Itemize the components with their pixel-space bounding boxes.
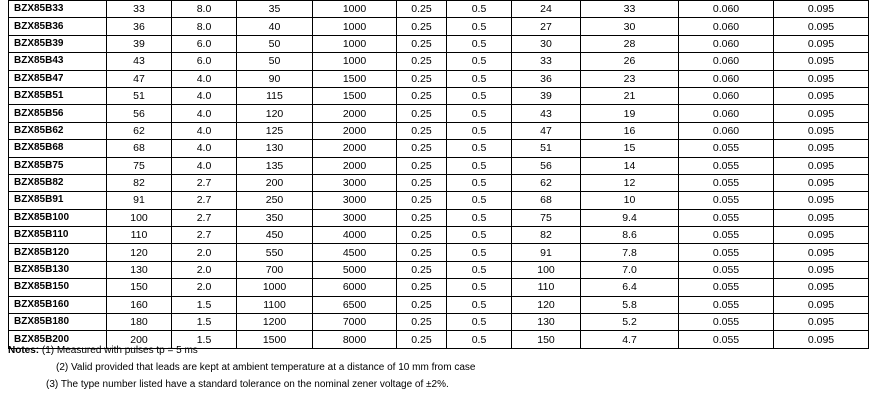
table-cell: 100 [107,209,172,226]
table-cell: 36 [512,70,581,87]
table-cell: 35 [237,1,313,18]
table-cell: 0.095 [774,18,869,35]
table-row [9,209,869,226]
table-cell: 4.0 [172,87,237,104]
table-cell: 0.25 [397,174,447,191]
table-cell: 0.5 [447,70,512,87]
table-cell: 0.5 [447,1,512,18]
table-cell: 0.5 [447,157,512,174]
table-cell: 0.060 [679,18,774,35]
table-cell: 0.095 [774,53,869,70]
table-row [9,192,869,209]
table-row [9,279,869,296]
table-cell: 0.095 [774,174,869,191]
table-cell: 0.055 [679,209,774,226]
table-cell: 91 [107,192,172,209]
table-cell: 33 [107,1,172,18]
table-cell: 120 [237,105,313,122]
table-cell: 30 [512,35,581,52]
table-cell: 0.095 [774,296,869,313]
table-cell: 6.4 [581,279,679,296]
type-number-cell: BZX85B33 [9,1,107,18]
table-cell: 3000 [313,209,397,226]
table-cell: 91 [512,244,581,261]
table-cell: 1.5 [172,296,237,313]
table-cell: 39 [512,87,581,104]
table-cell: 8.0 [172,1,237,18]
table-cell: 2.0 [172,261,237,278]
table-cell: 0.5 [447,314,512,331]
table-cell: 8000 [313,331,397,348]
table-cell: 40 [237,18,313,35]
type-number-cell: BZX85B130 [9,261,107,278]
table-cell: 0.060 [679,105,774,122]
table-cell: 125 [237,122,313,139]
table-cell: 5000 [313,261,397,278]
table-cell: 51 [107,87,172,104]
table-cell: 62 [512,174,581,191]
note-2: (2) Valid provided that leads are kept at ambient temperature at a distance of 10 mm from case [56,362,476,373]
table-cell: 68 [107,140,172,157]
type-number-cell: BZX85B68 [9,140,107,157]
table-row [9,105,869,122]
table-cell: 0.25 [397,53,447,70]
note-1-line [8,345,198,357]
table-cell: 0.055 [679,331,774,348]
table-cell: 7.0 [581,261,679,278]
table-cell: 50 [237,53,313,70]
table-cell: 56 [107,105,172,122]
table-cell: 21 [581,87,679,104]
table-cell: 7000 [313,314,397,331]
table-cell: 0.25 [397,244,447,261]
table-cell: 1000 [313,1,397,18]
table-cell: 1100 [237,296,313,313]
table-cell: 12 [581,174,679,191]
table-cell: 110 [107,227,172,244]
table-cell: 4000 [313,227,397,244]
table-cell: 0.25 [397,296,447,313]
table-cell: 2000 [313,105,397,122]
table-cell: 550 [237,244,313,261]
table-cell: 120 [107,244,172,261]
type-number-cell: BZX85B91 [9,192,107,209]
table-cell: 0.095 [774,105,869,122]
type-number-cell: BZX85B200 [9,331,107,348]
table-cell: 1500 [313,87,397,104]
type-number-cell: BZX85B82 [9,174,107,191]
table-cell: 0.095 [774,279,869,296]
table-cell: 47 [107,70,172,87]
table-cell: 33 [581,1,679,18]
table-cell: 3000 [313,174,397,191]
table-cell: 2000 [313,140,397,157]
type-number-cell: BZX85B120 [9,244,107,261]
type-number-cell: BZX85B75 [9,157,107,174]
table-cell: 0.095 [774,87,869,104]
table-cell: 160 [107,296,172,313]
table-cell: 75 [512,209,581,226]
table-cell: 23 [581,70,679,87]
type-number-cell: BZX85B180 [9,314,107,331]
table-cell: 1.5 [172,331,237,348]
table-row [9,70,869,87]
table-cell: 0.055 [679,140,774,157]
table-cell: 4.0 [172,157,237,174]
table-cell: 16 [581,122,679,139]
spec-table-body [9,1,869,349]
table-cell: 0.5 [447,227,512,244]
table-cell: 0.25 [397,105,447,122]
zener-spec-table [8,0,869,349]
table-cell: 135 [237,157,313,174]
table-cell: 1500 [237,331,313,348]
table-cell: 150 [107,279,172,296]
note-3: (3) The type number listed have a standard tolerance on the nominal zener voltage of ±2%. [46,379,449,390]
table-cell: 0.095 [774,261,869,278]
table-cell: 82 [107,174,172,191]
table-cell: 150 [512,331,581,348]
table-cell: 4.0 [172,140,237,157]
table-cell: 28 [581,35,679,52]
table-cell: 5.2 [581,314,679,331]
table-cell: 15 [581,140,679,157]
table-cell: 0.095 [774,227,869,244]
table-cell: 43 [512,105,581,122]
table-cell: 4500 [313,244,397,261]
table-row [9,244,869,261]
table-cell: 0.095 [774,157,869,174]
table-cell: 0.5 [447,296,512,313]
table-cell: 6000 [313,279,397,296]
table-row [9,87,869,104]
table-cell: 250 [237,192,313,209]
table-cell: 51 [512,140,581,157]
table-cell: 0.055 [679,174,774,191]
table-row [9,157,869,174]
note-1: (1) Measured with pulses tp = 5 ms [41,345,198,356]
table-cell: 1000 [313,53,397,70]
table-cell: 0.095 [774,209,869,226]
table-cell: 4.0 [172,105,237,122]
table-cell: 2000 [313,157,397,174]
table-cell: 75 [107,157,172,174]
table-cell: 0.060 [679,35,774,52]
table-row [9,53,869,70]
table-cell: 4.0 [172,70,237,87]
table-cell: 0.5 [447,122,512,139]
table-cell: 350 [237,209,313,226]
table-cell: 43 [107,53,172,70]
table-row [9,314,869,331]
table-cell: 0.5 [447,261,512,278]
table-cell: 0.25 [397,331,447,348]
table-cell: 700 [237,261,313,278]
table-cell: 0.095 [774,35,869,52]
table-cell: 0.25 [397,209,447,226]
table-cell: 0.095 [774,70,869,87]
table-cell: 0.5 [447,140,512,157]
table-cell: 3000 [313,192,397,209]
table-row [9,1,869,18]
table-cell: 82 [512,227,581,244]
table-cell: 0.095 [774,192,869,209]
table-cell: 6.0 [172,35,237,52]
table-cell: 4.0 [172,122,237,139]
table-cell: 33 [512,53,581,70]
table-cell: 1000 [237,279,313,296]
table-cell: 0.25 [397,279,447,296]
table-cell: 0.25 [397,70,447,87]
table-cell: 62 [107,122,172,139]
table-cell: 0.055 [679,192,774,209]
type-number-cell: BZX85B56 [9,105,107,122]
type-number-cell: BZX85B51 [9,87,107,104]
table-row [9,35,869,52]
type-number-cell: BZX85B62 [9,122,107,139]
table-cell: 0.25 [397,1,447,18]
table-cell: 100 [512,261,581,278]
table-cell: 0.095 [774,244,869,261]
table-cell: 0.095 [774,331,869,348]
table-cell: 39 [107,35,172,52]
table-cell: 24 [512,1,581,18]
table-row [9,140,869,157]
table-cell: 200 [107,331,172,348]
table-row [9,174,869,191]
table-cell: 0.5 [447,244,512,261]
table-cell: 130 [107,261,172,278]
table-cell: 0.095 [774,1,869,18]
table-cell: 0.060 [679,1,774,18]
table-row [9,122,869,139]
table-cell: 6.0 [172,53,237,70]
table-cell: 0.055 [679,314,774,331]
table-cell: 0.055 [679,227,774,244]
table-cell: 0.5 [447,209,512,226]
table-cell: 0.055 [679,244,774,261]
table-cell: 4.7 [581,331,679,348]
table-cell: 0.25 [397,227,447,244]
table-cell: 200 [237,174,313,191]
table-cell: 0.25 [397,157,447,174]
table-cell: 2.7 [172,192,237,209]
type-number-cell: BZX85B36 [9,18,107,35]
table-cell: 36 [107,18,172,35]
table-cell: 0.25 [397,192,447,209]
table-cell: 0.060 [679,87,774,104]
table-cell: 0.095 [774,140,869,157]
table-cell: 0.25 [397,140,447,157]
table-cell: 0.25 [397,261,447,278]
table-cell: 14 [581,157,679,174]
type-number-cell: BZX85B100 [9,209,107,226]
table-cell: 0.055 [679,261,774,278]
table-cell: 6500 [313,296,397,313]
table-cell: 0.5 [447,53,512,70]
table-cell: 0.25 [397,18,447,35]
table-cell: 1000 [313,18,397,35]
table-cell: 120 [512,296,581,313]
table-cell: 8.0 [172,18,237,35]
table-cell: 0.060 [679,122,774,139]
table-row [9,18,869,35]
table-cell: 1200 [237,314,313,331]
type-number-cell: BZX85B43 [9,53,107,70]
type-number-cell: BZX85B39 [9,35,107,52]
table-cell: 8.6 [581,227,679,244]
table-cell: 2.0 [172,279,237,296]
table-cell: 47 [512,122,581,139]
table-cell: 2.7 [172,209,237,226]
table-cell: 5.8 [581,296,679,313]
table-cell: 130 [237,140,313,157]
table-cell: 0.5 [447,18,512,35]
table-cell: 1.5 [172,314,237,331]
table-cell: 0.5 [447,192,512,209]
table-cell: 0.095 [774,314,869,331]
table-cell: 1500 [313,70,397,87]
table-cell: 26 [581,53,679,70]
table-cell: 130 [512,314,581,331]
table-row [9,296,869,313]
table-cell: 0.060 [679,53,774,70]
table-cell: 1000 [313,35,397,52]
notes-label: Notes: [8,345,40,356]
table-cell: 115 [237,87,313,104]
type-number-cell: BZX85B47 [9,70,107,87]
table-cell: 0.5 [447,105,512,122]
table-cell: 2000 [313,122,397,139]
table-cell: 110 [512,279,581,296]
type-number-cell: BZX85B110 [9,227,107,244]
table-cell: 30 [581,18,679,35]
table-cell: 0.5 [447,331,512,348]
table-cell: 0.5 [447,174,512,191]
table-cell: 27 [512,18,581,35]
table-cell: 10 [581,192,679,209]
table-cell: 0.055 [679,279,774,296]
table-cell: 0.5 [447,279,512,296]
table-cell: 0.25 [397,87,447,104]
table-cell: 0.055 [679,157,774,174]
table-cell: 19 [581,105,679,122]
table-cell: 68 [512,192,581,209]
table-cell: 450 [237,227,313,244]
table-cell: 50 [237,35,313,52]
table-row [9,261,869,278]
table-cell: 2.0 [172,244,237,261]
table-cell: 9.4 [581,209,679,226]
table-cell: 90 [237,70,313,87]
table-cell: 0.060 [679,70,774,87]
table-cell: 2.7 [172,227,237,244]
table-cell: 0.5 [447,35,512,52]
table-cell: 0.5 [447,87,512,104]
type-number-cell: BZX85B160 [9,296,107,313]
table-cell: 7.8 [581,244,679,261]
table-cell: 0.25 [397,314,447,331]
table-cell: 2.7 [172,174,237,191]
table-cell: 0.055 [679,296,774,313]
table-cell: 0.095 [774,122,869,139]
table-cell: 180 [107,314,172,331]
table-cell: 0.25 [397,122,447,139]
table-cell: 56 [512,157,581,174]
table-cell: 0.25 [397,35,447,52]
type-number-cell: BZX85B150 [9,279,107,296]
table-row [9,227,869,244]
